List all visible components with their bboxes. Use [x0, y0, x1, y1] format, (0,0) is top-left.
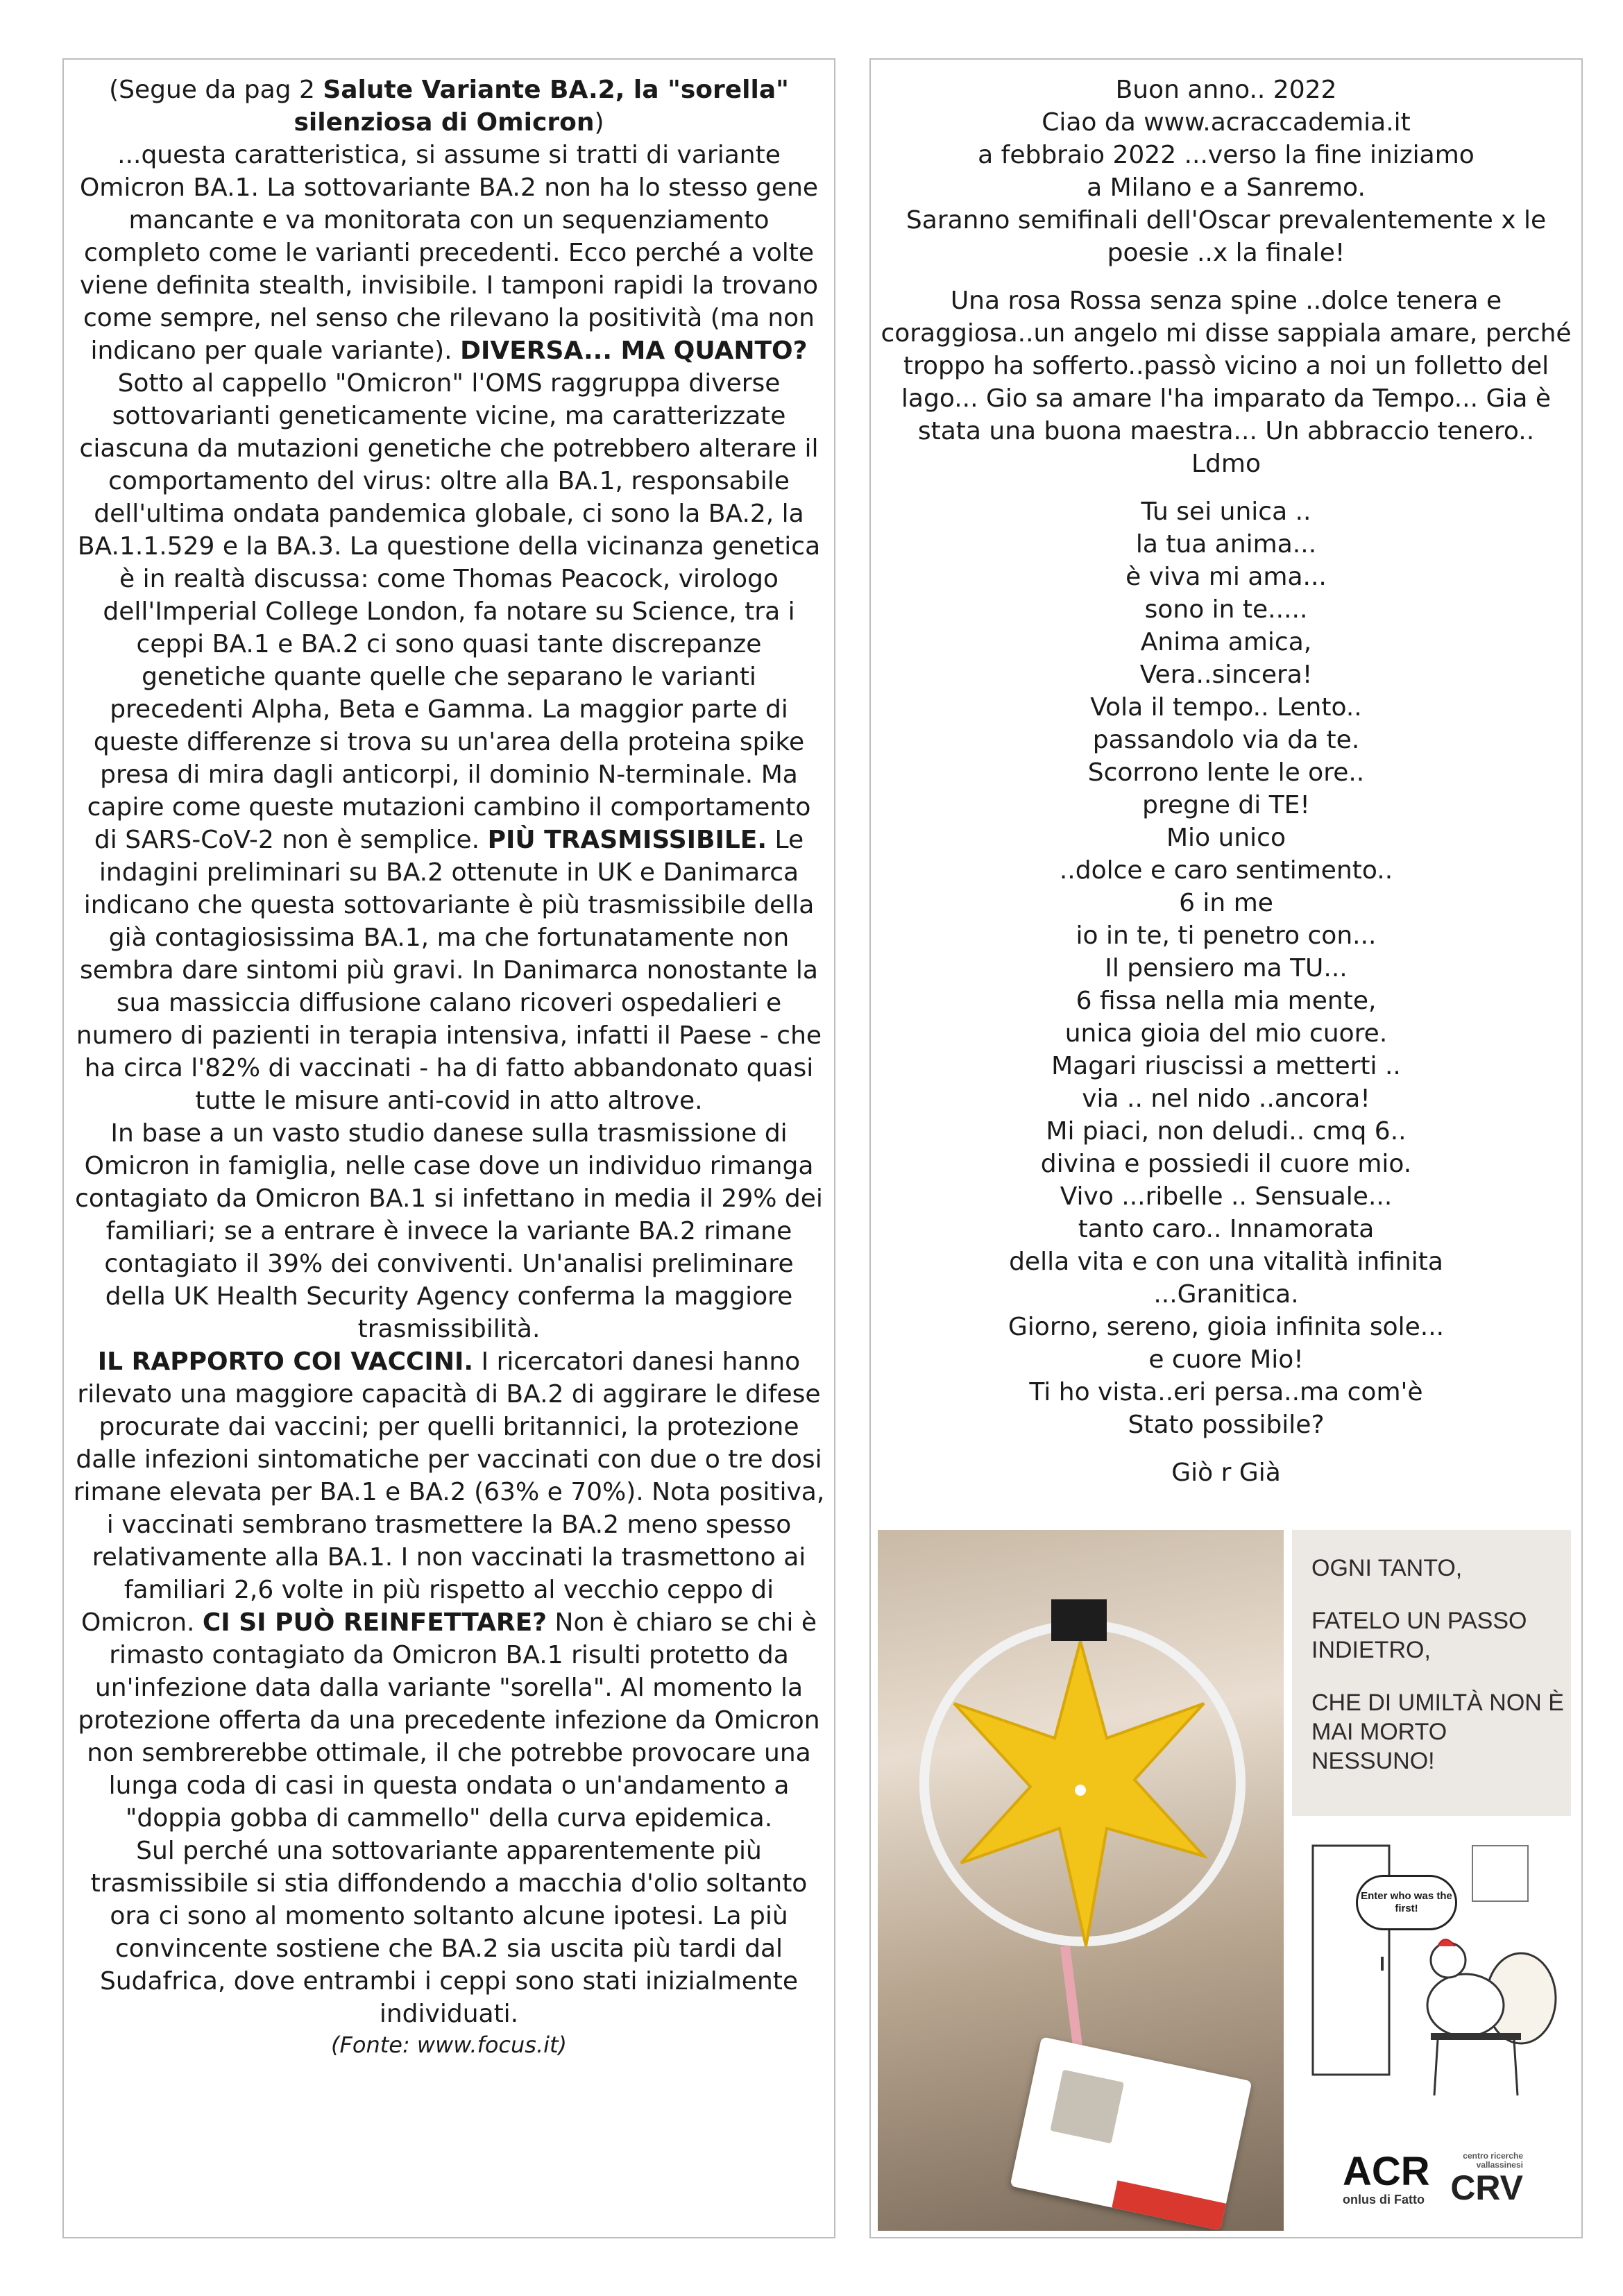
paragraph-text: ...questa caratteristica, si assume si tratti di variante Omicron BA.1. La sottovariante BA.2 non ha lo stesso gene mancante e va monitorata con un sequenziamento completo come le varianti precedenti. Ecco perché a volte viene definita stealth, invisibile. I tamponi rapidi la trovano come sempre, nel senso che rilevano la positività (ma non indicano per quale variante). [79, 141, 819, 365]
article-column [62, 58, 835, 2238]
poem-line: la tua anima... [1135, 530, 1317, 559]
poem-line: tanto caro.. Innamorata [1078, 1215, 1375, 1243]
greeting-line: Ciao da www.acraccademia.it [1042, 108, 1411, 137]
paragraph-text: Le indagini preliminari su BA.2 ottenute in UK e Danimarca indicano che questa sottovariante è più trasmissibile della già contagiosissima BA.1, ma che fortunatamente non sembra dare sintomi più gravi. In Danimarca nonostante la sua massiccia diffusione calano ricoveri ospedalieri e numero di pazienti in terapia intensiva, infatti il Paese - che ha circa l'82% di vaccinati - ha di fatto abbandonato quasi tutte le misure anti-covid in atto altrove. [76, 826, 822, 1115]
poem-line: Stato possibile? [1128, 1411, 1325, 1439]
crv-logo [1433, 2152, 1523, 2206]
poem-line: pregne di TE! [1142, 791, 1310, 819]
article-paragraph [72, 139, 826, 1117]
paragraph-text: Non è chiaro se chi è rimasto contagiato da Omicron BA.1 risulti protetto da un'infezione data dalla variante "sorella". Al momento la protezione offerta da una precedente infezione da Omicron non sembrerebbe ottimale, il che potrebbe provocare una lunga coda di casi in questa ondata o un'andamento a "doppia gobba di cammello" della curva epidemica. [78, 1608, 820, 1832]
poem-line: Magari riuscissi a metterti .. [1051, 1052, 1401, 1080]
speech-bubble: Enter who was the first! [1356, 1875, 1457, 1930]
section-heading: DIVERSA... MA QUANTO? [460, 337, 808, 365]
section-heading: CI SI PUÒ REINFETTARE? [202, 1608, 547, 1637]
poem-line: passandolo via da te. [1092, 726, 1360, 754]
poem-line: ...Granitica. [1153, 1280, 1299, 1309]
greeting-line: a Milano e a Sanremo. [1087, 173, 1366, 202]
acr-logo-text: ACR [1343, 2149, 1430, 2194]
poem-line: Il pensiero ma TU... [1105, 954, 1348, 983]
article-intro [72, 74, 826, 139]
poem-line: Vivo ...ribelle .. Sensuale... [1060, 1182, 1393, 1211]
poem-line: della vita e con una vitalità infinita [1009, 1248, 1443, 1276]
poem-line: ..dolce e caro sentimento.. [1059, 856, 1393, 885]
intro-suffix: ) [594, 108, 604, 137]
poem-author: Giò r Già [1171, 1459, 1281, 1487]
poster-line: CHE DI UMILTÀ NON È MAI MORTO NESSUNO! [1311, 1690, 1564, 1774]
poem-line: Scorrono lente le ore.. [1087, 758, 1365, 787]
poem-line: via .. nel nido ..ancora! [1082, 1085, 1370, 1113]
article-paragraph: In base a un vasto studio danese sulla trasmissione di Omicron in famiglia, nelle case dove un individuo rimanga contagiato da Omicron BA.1 si infettano in media il 29% dei familiari; se a entrare è invece la variante BA.2 rimane contagiato il 39% dei conviventi. Un'analisi preliminare della UK Health Security Agency conferma la maggiore trasmissibilità. [75, 1119, 823, 1343]
poem-line: Ti ho vista..eri persa..ma com'è [1029, 1378, 1423, 1406]
poem-line: Anima amica, [1140, 628, 1312, 656]
acr-logo [1343, 2149, 1430, 2206]
poster-line: OGNI TANTO, [1311, 1555, 1463, 1581]
poem-line: Tu sei unica .. [1141, 498, 1311, 526]
star-photo [878, 1530, 1284, 2231]
poem-line: sono in te..... [1144, 595, 1308, 624]
poem-line: e cuore Mio! [1148, 1345, 1304, 1374]
poem-line: Mio unico [1166, 824, 1286, 852]
poem-line: Giorno, sereno, gioia infinita sole... [1008, 1313, 1445, 1341]
paragraph-text: I ricercatori danesi hanno rilevato una maggiore capacità di BA.2 di aggirare le difese procurate dai vaccini; per quelli britannici, la protezione dalle infezioni sintomatiche per vaccinati con due o tre dosi rimane elevata per BA.1 e BA.2 (63% e 70%). Nota positiva, i vaccinati sembrano trasmettere la BA.2 meno spesso relativamente alla BA.1. I non vaccinati la trasmettono ai familiari 2,6 volte in più rispetto al vecchio ceppo di Omicron. [73, 1347, 825, 1637]
greeting-line: Buon anno.. 2022 [1115, 76, 1337, 104]
poem-line: Mi piaci, non deludi.. cmq 6.. [1046, 1117, 1407, 1146]
poem-line: divina e possiedi il cuore mio. [1040, 1150, 1412, 1178]
poem-line: unica gioia del mio cuore. [1064, 1019, 1388, 1048]
poem [876, 495, 1576, 1441]
section-heading: IL RAPPORTO COI VACCINI. [97, 1347, 474, 1376]
article-source: (Fonte: www.focus.it) [330, 2032, 568, 2058]
logo-area [1343, 2130, 1523, 2227]
paragraph-text: Sotto al cappello "Omicron" l'OMS raggruppa diverse sottovarianti geneticamente vicine, ma caratterizzate ciascuna da mutazioni genetiche che potrebbero alterare il comportamento del virus: oltre alla BA.1, responsabile dell'ultima ondata pandemica globale, ci sono la BA.2, la BA.1.1.529 e la BA.3. La questione della vicinanza genetica è in realtà discussa: come Thomas Peacock, virologo dell'Imperial College London, fa notare su Science, tra i ceppi BA.1 e BA.2 ci sono quasi tante discrepanze genetiche quante quelle che separano le varianti precedenti Alpha, Beta e Gamma. La maggior parte di queste differenze si trova su un'area della proteina spike presa di mira dagli anticorpi, il dominio N-terminale. Ma capire come queste mutazioni cambino il comportamento di SARS-CoV-2 non è semplice. [77, 369, 821, 854]
greeting-line: a febbraio 2022 ...verso la fine iniziamo [978, 141, 1475, 169]
article-paragraph [72, 1345, 826, 1835]
intro-title: Salute Variante BA.2, la "sorella" silenziosa di Omicron [294, 76, 789, 137]
intro-prefix: (Segue da pag 2 [109, 76, 323, 104]
dedication-text: Una rosa Rossa senza spine ..dolce tenera e coraggiosa..un angelo mi disse sappiala amare, perché troppo ha sofferto..passò vicino a noi un folletto del lago... Gio sa amare l'ha imparato da Tempo... Gia è stata una buona maestra... Un abbraccio tenero.. [881, 287, 1572, 445]
article-paragraph: Sul perché una sottovariante apparentemente più trasmissibile si stia diffondendo a macchia d'olio soltanto ora ci sono al momento soltanto alcune ipotesi. La più convincente sostiene che BA.2 sia uscita più tardi dal Sudafrica, dove entrambi i ceppi sono stati inizialmente individuati. [90, 1837, 808, 2028]
chicken-egg-icon [1292, 1832, 1571, 2109]
greeting-line: Saranno semifinali dell'Oscar prevalentemente x le poesie ..x la finale! [906, 206, 1547, 267]
section-heading: PIÙ TRASMISSIBILE. [487, 826, 767, 854]
quote-poster [1292, 1530, 1571, 1816]
poem-line: Vola il tempo.. Lento.. [1090, 693, 1362, 722]
poem-line: 6 fissa nella mia mente, [1076, 987, 1377, 1015]
poem-line: 6 in me [1179, 889, 1273, 917]
chicken-egg-cartoon [1292, 1832, 1571, 2109]
dedication-signature: Ldmo [1191, 450, 1261, 478]
poem-line: io in te, ti penetro con... [1076, 921, 1377, 950]
poster-line: FATELO UN PASSO INDIETRO, [1311, 1608, 1527, 1663]
poem-line: è viva mi ama... [1125, 563, 1327, 591]
crv-logo-text: CRV [1450, 2168, 1523, 2207]
acr-logo-sub: onlus di Fatto [1343, 2193, 1425, 2206]
avatar [1050, 2070, 1124, 2144]
greeting-block [876, 74, 1576, 269]
crv-logo-small: centro ricerche vallassinesi [1463, 2151, 1523, 2170]
poem-line: Vera..sincera! [1139, 661, 1313, 689]
